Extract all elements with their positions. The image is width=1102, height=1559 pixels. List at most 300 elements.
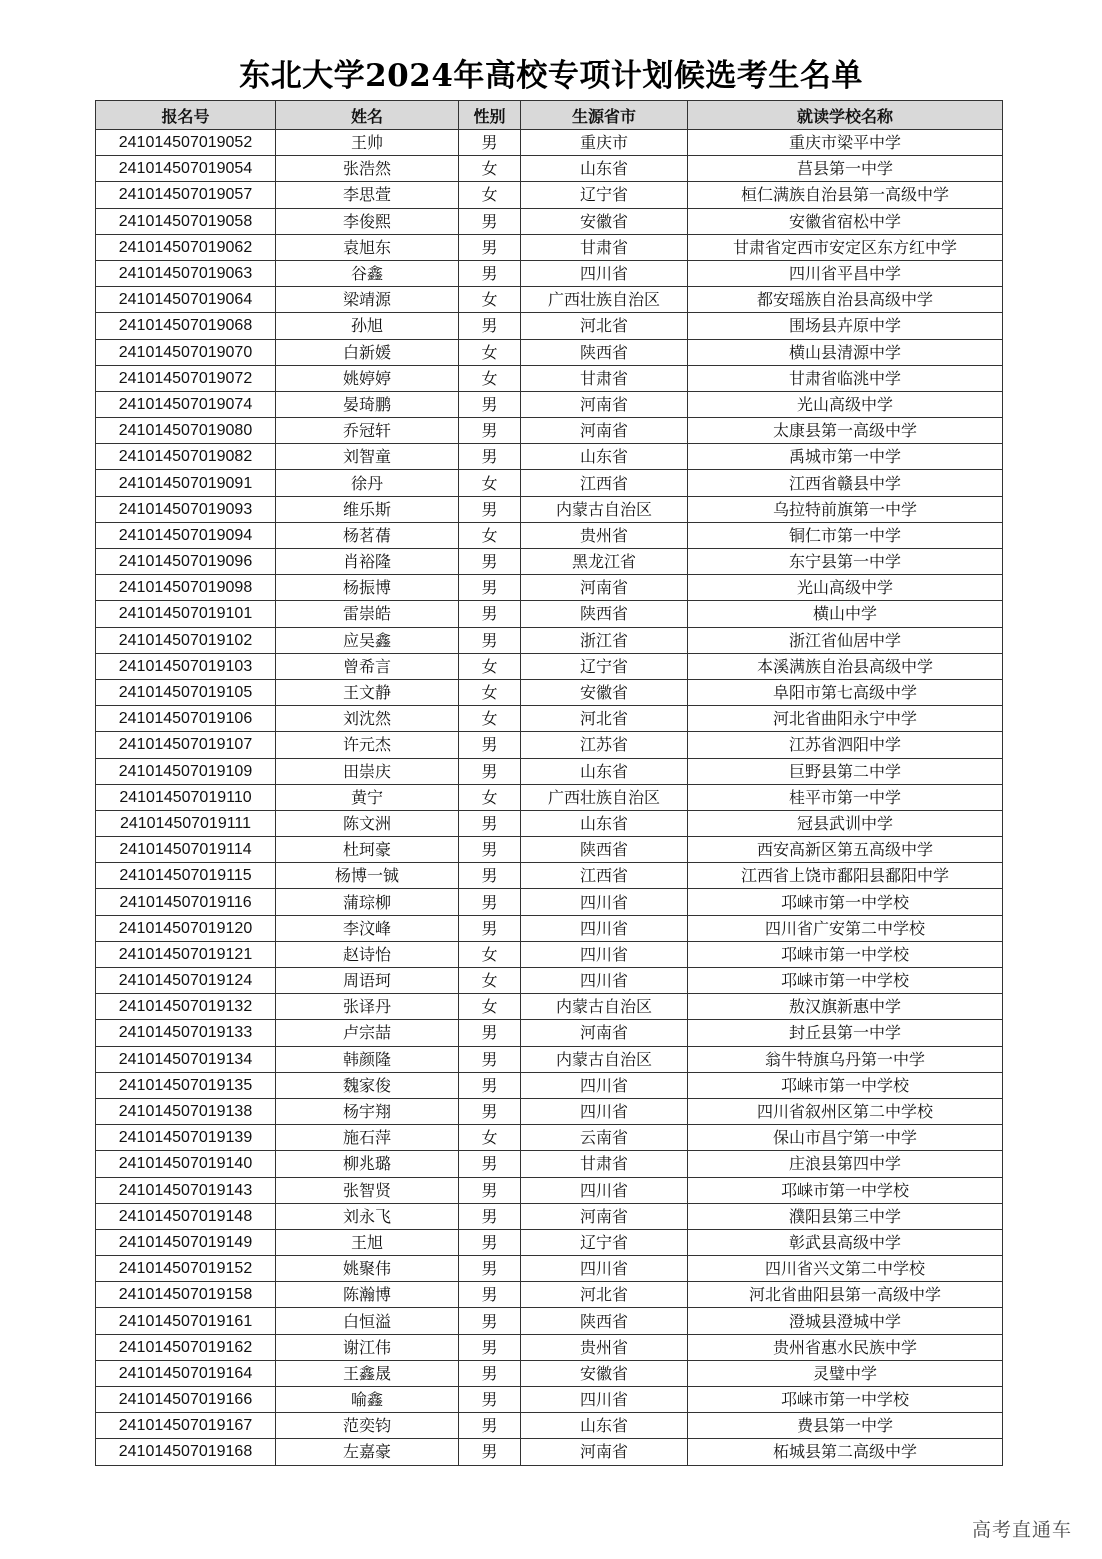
school-cell: 邛崃市第一中学校 bbox=[688, 889, 1003, 915]
gender-cell: 男 bbox=[459, 1360, 521, 1386]
school-cell: 邛崃市第一中学校 bbox=[688, 1387, 1003, 1413]
name-cell: 田崇庆 bbox=[276, 758, 459, 784]
registration-number-cell: 241014507019133 bbox=[96, 1020, 276, 1046]
gender-cell: 男 bbox=[459, 1334, 521, 1360]
table-row bbox=[96, 496, 1003, 522]
registration-number-cell: 241014507019148 bbox=[96, 1203, 276, 1229]
table-row bbox=[96, 418, 1003, 444]
table-row bbox=[96, 208, 1003, 234]
table-row bbox=[96, 1151, 1003, 1177]
province-cell: 江西省 bbox=[521, 470, 688, 496]
school-cell: 巨野县第二中学 bbox=[688, 758, 1003, 784]
gender-cell: 男 bbox=[459, 130, 521, 156]
gender-cell: 男 bbox=[459, 1387, 521, 1413]
province-cell: 内蒙古自治区 bbox=[521, 1046, 688, 1072]
gender-cell: 女 bbox=[459, 653, 521, 679]
gender-cell: 男 bbox=[459, 837, 521, 863]
table-row bbox=[96, 1046, 1003, 1072]
gender-cell: 男 bbox=[459, 732, 521, 758]
province-cell: 云南省 bbox=[521, 1125, 688, 1151]
registration-number-cell: 241014507019162 bbox=[96, 1334, 276, 1360]
registration-number-cell: 241014507019114 bbox=[96, 837, 276, 863]
school-cell: 濮阳县第三中学 bbox=[688, 1203, 1003, 1229]
gender-cell: 男 bbox=[459, 1177, 521, 1203]
school-cell: 重庆市梁平中学 bbox=[688, 130, 1003, 156]
school-cell: 敖汉旗新惠中学 bbox=[688, 994, 1003, 1020]
registration-number-cell: 241014507019111 bbox=[96, 810, 276, 836]
name-cell: 卢宗喆 bbox=[276, 1020, 459, 1046]
registration-number-cell: 241014507019062 bbox=[96, 234, 276, 260]
name-cell: 张浩然 bbox=[276, 156, 459, 182]
school-cell: 东宁县第一中学 bbox=[688, 549, 1003, 575]
province-cell: 甘肃省 bbox=[521, 365, 688, 391]
header-registration-number: 报名号 bbox=[96, 101, 276, 130]
school-cell: 横山县清源中学 bbox=[688, 339, 1003, 365]
registration-number-cell: 241014507019106 bbox=[96, 706, 276, 732]
registration-number-cell: 241014507019107 bbox=[96, 732, 276, 758]
province-cell: 辽宁省 bbox=[521, 653, 688, 679]
province-cell: 广西壮族自治区 bbox=[521, 784, 688, 810]
province-cell: 四川省 bbox=[521, 1387, 688, 1413]
gender-cell: 男 bbox=[459, 1020, 521, 1046]
table-row bbox=[96, 1203, 1003, 1229]
table-row bbox=[96, 1020, 1003, 1046]
province-cell: 河南省 bbox=[521, 391, 688, 417]
name-cell: 张译丹 bbox=[276, 994, 459, 1020]
table-row bbox=[96, 1072, 1003, 1098]
name-cell: 应吴鑫 bbox=[276, 627, 459, 653]
gender-cell: 男 bbox=[459, 1151, 521, 1177]
name-cell: 谷鑫 bbox=[276, 260, 459, 286]
table-row bbox=[96, 968, 1003, 994]
school-cell: 江苏省泗阳中学 bbox=[688, 732, 1003, 758]
registration-number-cell: 241014507019149 bbox=[96, 1229, 276, 1255]
name-cell: 蒲琮柳 bbox=[276, 889, 459, 915]
registration-number-cell: 241014507019167 bbox=[96, 1413, 276, 1439]
province-cell: 重庆市 bbox=[521, 130, 688, 156]
province-cell: 陕西省 bbox=[521, 339, 688, 365]
table-row bbox=[96, 837, 1003, 863]
gender-cell: 女 bbox=[459, 156, 521, 182]
gender-cell: 男 bbox=[459, 1072, 521, 1098]
registration-number-cell: 241014507019094 bbox=[96, 522, 276, 548]
province-cell: 广西壮族自治区 bbox=[521, 287, 688, 313]
name-cell: 维乐斯 bbox=[276, 496, 459, 522]
province-cell: 河南省 bbox=[521, 1439, 688, 1465]
table-row bbox=[96, 444, 1003, 470]
school-cell: 本溪满族自治县高级中学 bbox=[688, 653, 1003, 679]
school-cell: 铜仁市第一中学 bbox=[688, 522, 1003, 548]
gender-cell: 男 bbox=[459, 391, 521, 417]
name-cell: 陈瀚博 bbox=[276, 1282, 459, 1308]
gender-cell: 男 bbox=[459, 601, 521, 627]
school-cell: 灵璧中学 bbox=[688, 1360, 1003, 1386]
name-cell: 杜珂豪 bbox=[276, 837, 459, 863]
gender-cell: 男 bbox=[459, 1203, 521, 1229]
gender-cell: 女 bbox=[459, 679, 521, 705]
province-cell: 陕西省 bbox=[521, 601, 688, 627]
name-cell: 晏琦鹏 bbox=[276, 391, 459, 417]
school-cell: 阜阳市第七高级中学 bbox=[688, 679, 1003, 705]
school-cell: 冠县武训中学 bbox=[688, 810, 1003, 836]
name-cell: 周语珂 bbox=[276, 968, 459, 994]
province-cell: 河北省 bbox=[521, 706, 688, 732]
name-cell: 韩颜隆 bbox=[276, 1046, 459, 1072]
province-cell: 河北省 bbox=[521, 1282, 688, 1308]
table-row bbox=[96, 601, 1003, 627]
table-row bbox=[96, 1360, 1003, 1386]
gender-cell: 男 bbox=[459, 444, 521, 470]
gender-cell: 女 bbox=[459, 968, 521, 994]
school-cell: 桂平市第一中学 bbox=[688, 784, 1003, 810]
name-cell: 许元杰 bbox=[276, 732, 459, 758]
gender-cell: 男 bbox=[459, 758, 521, 784]
name-cell: 赵诗怡 bbox=[276, 941, 459, 967]
school-cell: 西安高新区第五高级中学 bbox=[688, 837, 1003, 863]
school-cell: 浙江省仙居中学 bbox=[688, 627, 1003, 653]
name-cell: 刘智童 bbox=[276, 444, 459, 470]
name-cell: 施石萍 bbox=[276, 1125, 459, 1151]
table-row bbox=[96, 1308, 1003, 1334]
registration-number-cell: 241014507019140 bbox=[96, 1151, 276, 1177]
gender-cell: 男 bbox=[459, 496, 521, 522]
school-cell: 江西省赣县中学 bbox=[688, 470, 1003, 496]
name-cell: 范奕钧 bbox=[276, 1413, 459, 1439]
registration-number-cell: 241014507019096 bbox=[96, 549, 276, 575]
table-row bbox=[96, 679, 1003, 705]
school-cell: 彰武县高级中学 bbox=[688, 1229, 1003, 1255]
table-row bbox=[96, 732, 1003, 758]
table-row bbox=[96, 1387, 1003, 1413]
name-cell: 孙旭 bbox=[276, 313, 459, 339]
registration-number-cell: 241014507019132 bbox=[96, 994, 276, 1020]
gender-cell: 女 bbox=[459, 287, 521, 313]
document-title: 东北大学2024年高校专项计划候选考生名单 bbox=[239, 58, 863, 94]
province-cell: 内蒙古自治区 bbox=[521, 496, 688, 522]
school-cell: 费县第一中学 bbox=[688, 1413, 1003, 1439]
school-cell: 河北省曲阳县第一高级中学 bbox=[688, 1282, 1003, 1308]
name-cell: 杨宇翔 bbox=[276, 1098, 459, 1124]
province-cell: 山东省 bbox=[521, 156, 688, 182]
header-gender: 性别 bbox=[459, 101, 521, 130]
registration-number-cell: 241014507019070 bbox=[96, 339, 276, 365]
table-row bbox=[96, 156, 1003, 182]
name-cell: 刘永飞 bbox=[276, 1203, 459, 1229]
school-cell: 封丘县第一中学 bbox=[688, 1020, 1003, 1046]
province-cell: 四川省 bbox=[521, 941, 688, 967]
name-cell: 姚聚伟 bbox=[276, 1256, 459, 1282]
table-row bbox=[96, 1177, 1003, 1203]
school-cell: 甘肃省定西市安定区东方红中学 bbox=[688, 234, 1003, 260]
registration-number-cell: 241014507019116 bbox=[96, 889, 276, 915]
province-cell: 河南省 bbox=[521, 1203, 688, 1229]
name-cell: 袁旭东 bbox=[276, 234, 459, 260]
province-cell: 四川省 bbox=[521, 1072, 688, 1098]
registration-number-cell: 241014507019161 bbox=[96, 1308, 276, 1334]
school-cell: 邛崃市第一中学校 bbox=[688, 968, 1003, 994]
watermark: 高考直通车 bbox=[971, 1519, 1072, 1541]
name-cell: 李俊熙 bbox=[276, 208, 459, 234]
registration-number-cell: 241014507019138 bbox=[96, 1098, 276, 1124]
province-cell: 河北省 bbox=[521, 313, 688, 339]
province-cell: 江西省 bbox=[521, 863, 688, 889]
gender-cell: 女 bbox=[459, 182, 521, 208]
registration-number-cell: 241014507019054 bbox=[96, 156, 276, 182]
province-cell: 辽宁省 bbox=[521, 1229, 688, 1255]
registration-number-cell: 241014507019139 bbox=[96, 1125, 276, 1151]
school-cell: 四川省叙州区第二中学校 bbox=[688, 1098, 1003, 1124]
registration-number-cell: 241014507019120 bbox=[96, 915, 276, 941]
table-row bbox=[96, 1334, 1003, 1360]
gender-cell: 男 bbox=[459, 889, 521, 915]
province-cell: 内蒙古自治区 bbox=[521, 994, 688, 1020]
province-cell: 陕西省 bbox=[521, 837, 688, 863]
school-cell: 四川省兴文第二中学校 bbox=[688, 1256, 1003, 1282]
school-cell: 光山高级中学 bbox=[688, 391, 1003, 417]
province-cell: 四川省 bbox=[521, 915, 688, 941]
gender-cell: 男 bbox=[459, 1098, 521, 1124]
school-cell: 四川省平昌中学 bbox=[688, 260, 1003, 286]
name-cell: 陈文洲 bbox=[276, 810, 459, 836]
table-row bbox=[96, 706, 1003, 732]
table-row bbox=[96, 784, 1003, 810]
table-row bbox=[96, 1098, 1003, 1124]
school-cell: 澄城县澄城中学 bbox=[688, 1308, 1003, 1334]
name-cell: 白恒溢 bbox=[276, 1308, 459, 1334]
registration-number-cell: 241014507019057 bbox=[96, 182, 276, 208]
name-cell: 黄宁 bbox=[276, 784, 459, 810]
school-cell: 四川省广安第二中学校 bbox=[688, 915, 1003, 941]
registration-number-cell: 241014507019110 bbox=[96, 784, 276, 810]
name-cell: 喻鑫 bbox=[276, 1387, 459, 1413]
school-cell: 禹城市第一中学 bbox=[688, 444, 1003, 470]
school-cell: 邛崃市第一中学校 bbox=[688, 1072, 1003, 1098]
registration-number-cell: 241014507019168 bbox=[96, 1439, 276, 1465]
province-cell: 甘肃省 bbox=[521, 234, 688, 260]
school-cell: 庄浪县第四中学 bbox=[688, 1151, 1003, 1177]
table-row bbox=[96, 889, 1003, 915]
school-cell: 太康县第一高级中学 bbox=[688, 418, 1003, 444]
registration-number-cell: 241014507019093 bbox=[96, 496, 276, 522]
table-row bbox=[96, 470, 1003, 496]
registration-number-cell: 241014507019058 bbox=[96, 208, 276, 234]
gender-cell: 男 bbox=[459, 418, 521, 444]
gender-cell: 男 bbox=[459, 575, 521, 601]
registration-number-cell: 241014507019124 bbox=[96, 968, 276, 994]
province-cell: 四川省 bbox=[521, 1256, 688, 1282]
name-cell: 徐丹 bbox=[276, 470, 459, 496]
gender-cell: 男 bbox=[459, 1256, 521, 1282]
province-cell: 四川省 bbox=[521, 1177, 688, 1203]
gender-cell: 男 bbox=[459, 1282, 521, 1308]
name-cell: 雷崇皓 bbox=[276, 601, 459, 627]
name-cell: 刘沈然 bbox=[276, 706, 459, 732]
table-row bbox=[96, 522, 1003, 548]
province-cell: 四川省 bbox=[521, 968, 688, 994]
province-cell: 四川省 bbox=[521, 889, 688, 915]
gender-cell: 男 bbox=[459, 313, 521, 339]
name-cell: 谢江伟 bbox=[276, 1334, 459, 1360]
name-cell: 张智贤 bbox=[276, 1177, 459, 1203]
gender-cell: 女 bbox=[459, 784, 521, 810]
province-cell: 甘肃省 bbox=[521, 1151, 688, 1177]
registration-number-cell: 241014507019109 bbox=[96, 758, 276, 784]
registration-number-cell: 241014507019063 bbox=[96, 260, 276, 286]
province-cell: 山东省 bbox=[521, 810, 688, 836]
header-province: 生源省市 bbox=[521, 101, 688, 130]
table-row bbox=[96, 260, 1003, 286]
school-cell: 柘城县第二高级中学 bbox=[688, 1439, 1003, 1465]
gender-cell: 男 bbox=[459, 234, 521, 260]
name-cell: 王帅 bbox=[276, 130, 459, 156]
province-cell: 安徽省 bbox=[521, 208, 688, 234]
school-cell: 都安瑶族自治县高级中学 bbox=[688, 287, 1003, 313]
table-row bbox=[96, 915, 1003, 941]
name-cell: 柳兆璐 bbox=[276, 1151, 459, 1177]
candidate-table bbox=[95, 100, 1003, 1466]
registration-number-cell: 241014507019143 bbox=[96, 1177, 276, 1203]
school-cell: 贵州省惠水民族中学 bbox=[688, 1334, 1003, 1360]
gender-cell: 女 bbox=[459, 994, 521, 1020]
table-row bbox=[96, 287, 1003, 313]
table-row bbox=[96, 627, 1003, 653]
gender-cell: 男 bbox=[459, 260, 521, 286]
name-cell: 乔冠轩 bbox=[276, 418, 459, 444]
school-cell: 横山中学 bbox=[688, 601, 1003, 627]
province-cell: 贵州省 bbox=[521, 522, 688, 548]
registration-number-cell: 241014507019102 bbox=[96, 627, 276, 653]
gender-cell: 男 bbox=[459, 863, 521, 889]
table-row bbox=[96, 863, 1003, 889]
province-cell: 安徽省 bbox=[521, 679, 688, 705]
school-cell: 翁牛特旗乌丹第一中学 bbox=[688, 1046, 1003, 1072]
gender-cell: 男 bbox=[459, 1308, 521, 1334]
name-cell: 杨茗蒨 bbox=[276, 522, 459, 548]
table-row bbox=[96, 1439, 1003, 1465]
gender-cell: 男 bbox=[459, 1439, 521, 1465]
gender-cell: 男 bbox=[459, 810, 521, 836]
table-row bbox=[96, 130, 1003, 156]
school-cell: 围场县卉原中学 bbox=[688, 313, 1003, 339]
gender-cell: 男 bbox=[459, 1229, 521, 1255]
school-cell: 河北省曲阳永宁中学 bbox=[688, 706, 1003, 732]
province-cell: 辽宁省 bbox=[521, 182, 688, 208]
name-cell: 姚婷婷 bbox=[276, 365, 459, 391]
registration-number-cell: 241014507019166 bbox=[96, 1387, 276, 1413]
school-cell: 乌拉特前旗第一中学 bbox=[688, 496, 1003, 522]
province-cell: 山东省 bbox=[521, 1413, 688, 1439]
gender-cell: 女 bbox=[459, 706, 521, 732]
registration-number-cell: 241014507019082 bbox=[96, 444, 276, 470]
gender-cell: 女 bbox=[459, 1125, 521, 1151]
name-cell: 杨博一铖 bbox=[276, 863, 459, 889]
table-row bbox=[96, 941, 1003, 967]
registration-number-cell: 241014507019098 bbox=[96, 575, 276, 601]
table-row bbox=[96, 234, 1003, 260]
province-cell: 山东省 bbox=[521, 758, 688, 784]
name-cell: 李汶峰 bbox=[276, 915, 459, 941]
registration-number-cell: 241014507019091 bbox=[96, 470, 276, 496]
province-cell: 河南省 bbox=[521, 575, 688, 601]
name-cell: 梁靖源 bbox=[276, 287, 459, 313]
registration-number-cell: 241014507019135 bbox=[96, 1072, 276, 1098]
school-cell: 桓仁满族自治县第一高级中学 bbox=[688, 182, 1003, 208]
table-row bbox=[96, 549, 1003, 575]
school-cell: 江西省上饶市鄱阳县鄱阳中学 bbox=[688, 863, 1003, 889]
name-cell: 王鑫晟 bbox=[276, 1360, 459, 1386]
table-row bbox=[96, 182, 1003, 208]
province-cell: 山东省 bbox=[521, 444, 688, 470]
registration-number-cell: 241014507019072 bbox=[96, 365, 276, 391]
name-cell: 王文静 bbox=[276, 679, 459, 705]
gender-cell: 男 bbox=[459, 1046, 521, 1072]
gender-cell: 男 bbox=[459, 549, 521, 575]
table-row bbox=[96, 339, 1003, 365]
school-cell: 光山高级中学 bbox=[688, 575, 1003, 601]
registration-number-cell: 241014507019103 bbox=[96, 653, 276, 679]
header-school: 就读学校名称 bbox=[688, 101, 1003, 130]
table-row bbox=[96, 1125, 1003, 1151]
name-cell: 左嘉豪 bbox=[276, 1439, 459, 1465]
registration-number-cell: 241014507019164 bbox=[96, 1360, 276, 1386]
province-cell: 河南省 bbox=[521, 418, 688, 444]
table-row bbox=[96, 1282, 1003, 1308]
registration-number-cell: 241014507019115 bbox=[96, 863, 276, 889]
header-row bbox=[96, 101, 1003, 130]
table-row bbox=[96, 391, 1003, 417]
header-name: 姓名 bbox=[276, 101, 459, 130]
registration-number-cell: 241014507019152 bbox=[96, 1256, 276, 1282]
registration-number-cell: 241014507019134 bbox=[96, 1046, 276, 1072]
school-cell: 邛崃市第一中学校 bbox=[688, 1177, 1003, 1203]
gender-cell: 男 bbox=[459, 627, 521, 653]
table-row bbox=[96, 653, 1003, 679]
gender-cell: 男 bbox=[459, 208, 521, 234]
table-row bbox=[96, 365, 1003, 391]
table-row bbox=[96, 1256, 1003, 1282]
name-cell: 王旭 bbox=[276, 1229, 459, 1255]
name-cell: 白新媛 bbox=[276, 339, 459, 365]
school-cell: 甘肃省临洮中学 bbox=[688, 365, 1003, 391]
name-cell: 李思萱 bbox=[276, 182, 459, 208]
name-cell: 肖裕隆 bbox=[276, 549, 459, 575]
province-cell: 陕西省 bbox=[521, 1308, 688, 1334]
school-cell: 保山市昌宁第一中学 bbox=[688, 1125, 1003, 1151]
registration-number-cell: 241014507019101 bbox=[96, 601, 276, 627]
province-cell: 四川省 bbox=[521, 260, 688, 286]
name-cell: 杨振博 bbox=[276, 575, 459, 601]
school-cell: 莒县第一中学 bbox=[688, 156, 1003, 182]
province-cell: 贵州省 bbox=[521, 1334, 688, 1360]
gender-cell: 女 bbox=[459, 522, 521, 548]
gender-cell: 女 bbox=[459, 941, 521, 967]
province-cell: 河南省 bbox=[521, 1020, 688, 1046]
province-cell: 安徽省 bbox=[521, 1360, 688, 1386]
province-cell: 江苏省 bbox=[521, 732, 688, 758]
table-row bbox=[96, 313, 1003, 339]
registration-number-cell: 241014507019121 bbox=[96, 941, 276, 967]
table-row bbox=[96, 758, 1003, 784]
table-row bbox=[96, 1413, 1003, 1439]
gender-cell: 男 bbox=[459, 915, 521, 941]
table-row bbox=[96, 810, 1003, 836]
school-cell: 邛崃市第一中学校 bbox=[688, 941, 1003, 967]
province-cell: 浙江省 bbox=[521, 627, 688, 653]
registration-number-cell: 241014507019074 bbox=[96, 391, 276, 417]
registration-number-cell: 241014507019105 bbox=[96, 679, 276, 705]
registration-number-cell: 241014507019064 bbox=[96, 287, 276, 313]
gender-cell: 女 bbox=[459, 470, 521, 496]
